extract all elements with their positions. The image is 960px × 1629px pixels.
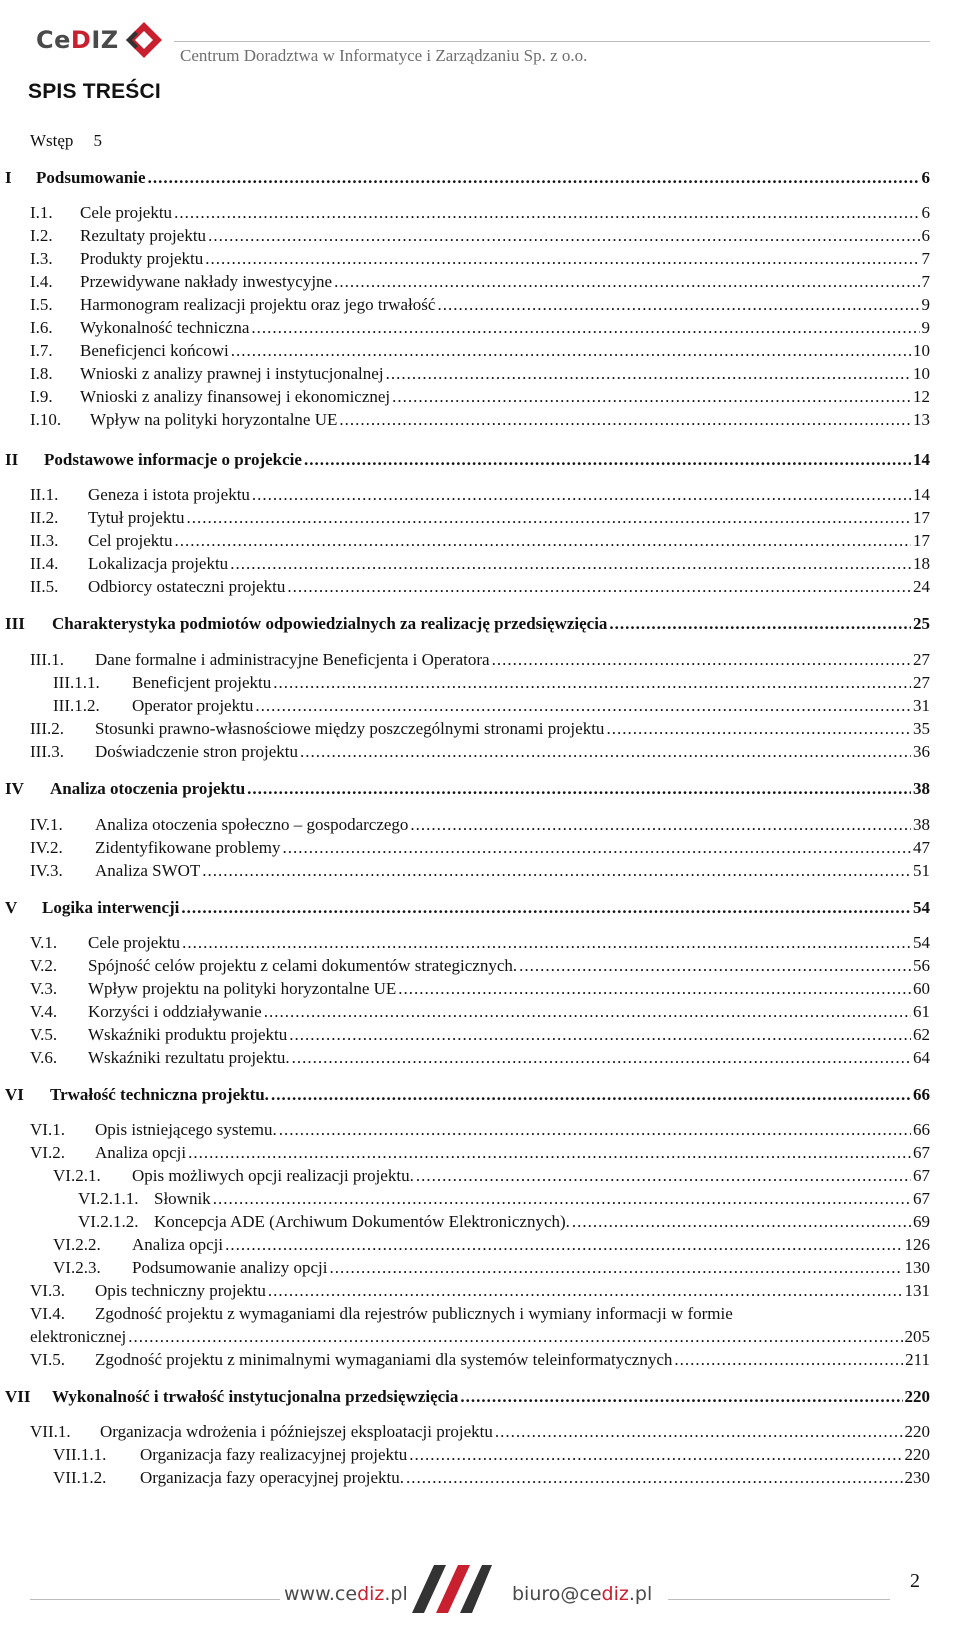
toc-item-number: VI.2.1.1. [78,1189,139,1208]
toc-item-leader-dots [329,1256,902,1280]
toc-item-page: 31 [913,696,930,715]
toc-item-number: I.9. [30,387,53,406]
toc-item-number: VI.2.3. [53,1258,101,1277]
toc-item[interactable] [0,483,960,507]
toc-item-page: 35 [913,719,930,738]
toc-item-title: Zidentyfikowane problemy [95,838,281,857]
company-name: Centrum Doradztwa w Informatyce i Zarządzaniu Sp. z o.o. [180,46,588,65]
toc-item-page: 10 [913,341,930,360]
toc-item-page: 220 [904,1387,930,1406]
toc-item-number: VII.1. [30,1422,71,1441]
toc-chapter[interactable] [0,612,960,636]
toc-item[interactable] [0,740,960,764]
toc-item[interactable] [0,1348,960,1372]
footer-email-part: .pl [628,1583,653,1605]
header-divider [174,41,930,42]
toc-item-number: VII.1.2. [53,1468,107,1487]
toc-item-page: 54 [913,898,930,917]
toc-item-title: Wpływ na polityki horyzontalne UE [90,410,338,429]
toc-item[interactable] [0,1233,960,1257]
toc-item-title: Beneficjent projektu [132,673,272,692]
toc-item-page: 61 [913,1002,930,1021]
toc-item-title: Analiza opcji [95,1143,187,1162]
toc-item-leader-dots [283,836,911,860]
toc-item[interactable] [0,1023,960,1047]
toc-item-page: 25 [913,614,930,633]
toc-item[interactable] [0,270,960,294]
toc-item-page: 66 [913,1085,930,1104]
toc-item-page: 6 [921,226,930,245]
toc-item[interactable] [0,1046,960,1070]
toc-item[interactable] [0,247,960,271]
toc-item-title: Opis istniejącego systemu. [95,1120,277,1139]
toc-item-leader-dots [495,1420,903,1444]
toc-item[interactable] [0,1325,960,1349]
toc-item-leader-dots [213,1187,911,1211]
toc-item[interactable] [0,931,960,955]
toc-chapter[interactable] [0,1385,960,1409]
toc-item-page: 62 [913,1025,930,1044]
toc-intro-label: Wstęp [30,131,74,150]
toc-item-number: VI [5,1085,24,1104]
toc-item[interactable] [0,1420,960,1444]
toc-item-number: VI.3. [30,1281,65,1300]
toc-item-title: Koncepcja ADE (Archiwum Dokumentów Elektronicznych). [154,1212,570,1231]
toc-item-page: 67 [913,1166,930,1185]
toc-item[interactable] [0,408,960,432]
toc-item-title: Charakterystyka podmiotów odpowiedzialnych za realizację przedsięwzięcia [52,614,608,633]
toc-item-number: IV.2. [30,838,63,857]
footer-email-part: biuro@ce [512,1583,602,1605]
toc-item-leader-dots [289,1023,911,1047]
toc-item-page: 12 [913,387,930,406]
toc-item-title: Wykonalność techniczna [80,318,250,337]
toc-item[interactable] [0,293,960,317]
toc-item[interactable] [0,1118,960,1142]
toc-item[interactable] [0,836,960,860]
toc-item-leader-dots [271,1083,911,1107]
toc-item-page: 18 [913,554,930,573]
toc-item-leader-dots [128,1325,902,1349]
toc-item-page: 67 [913,1143,930,1162]
toc-item-number: I.7. [30,341,53,360]
toc-item-number: I.5. [30,295,53,314]
toc-item-page: 36 [913,742,930,761]
toc-item-leader-dots [264,1000,911,1024]
toc-item-page: 131 [904,1281,930,1300]
toc-item-number: I.6. [30,318,53,337]
toc-item-page: 17 [913,508,930,527]
toc-item-leader-dots [279,1118,911,1142]
logo-text-left: Ce [36,26,71,54]
toc-item-number: VI.2. [30,1143,65,1162]
toc-item-number: III [5,614,25,633]
toc-item-number: II.1. [30,485,59,504]
toc-intro-page: 5 [93,131,102,150]
toc-item[interactable] [0,717,960,741]
toc-item-title: Opis możliwych opcji realizacji projektu. [132,1166,414,1185]
toc-item-number: III.1.2. [53,696,100,715]
toc-item-leader-dots [609,612,911,636]
toc-item-title: Organizacja fazy realizacyjnej projektu [140,1445,408,1464]
toc-item-leader-dots [674,1348,903,1372]
toc-item[interactable] [0,575,960,599]
toc-item-leader-dots [230,552,911,576]
toc-item-number: VI.2.1. [53,1166,101,1185]
toc-item-title: Przewidywane nakłady inwestycyjne [80,272,333,291]
toc-item-page: 38 [913,815,930,834]
toc-item-title: Dane formalne i administracyjne Beneficjenta i Operatora [95,650,490,669]
toc-item-page: 220 [904,1422,930,1441]
toc-item-page: 220 [904,1445,930,1464]
toc-item-page: 13 [913,410,930,429]
toc-item[interactable] [0,1000,960,1024]
toc-item-leader-dots [181,896,911,920]
toc-chapter[interactable] [0,1083,960,1107]
toc-item-leader-dots [208,224,919,248]
toc-item-title: Opis techniczny projektu [95,1281,266,1300]
toc-item-leader-dots [174,201,919,225]
page-number: 2 [910,1570,920,1592]
toc-item-number: VI.2.1.2. [78,1212,139,1231]
toc-item[interactable] [0,1210,960,1234]
toc-item-leader-dots [252,483,911,507]
toc-item-title: Stosunki prawno-własnościowe między poszczególnymi stronami projektu [95,719,605,738]
toc-item-leader-dots [398,977,911,1001]
toc-item[interactable] [0,648,960,672]
toc-item[interactable] [0,1256,960,1280]
toc-item-leader-dots [406,1466,903,1490]
toc-chapter[interactable] [0,777,960,801]
toc-item-number: V.4. [30,1002,58,1021]
toc-item-page: 66 [913,1120,930,1139]
toc-item-page: 27 [913,673,930,692]
toc-item-page: 7 [921,249,930,268]
toc-item[interactable] [0,1443,960,1467]
toc-item-title: Wpływ projektu na polityki horyzontalne UE [88,979,397,998]
toc-item-number: I.10. [30,410,62,429]
toc-item-title: Rezultaty projektu [80,226,207,245]
page-title: SPIS TREŚCI [28,80,161,103]
toc-item-page: 17 [913,531,930,550]
toc-item-leader-dots [255,694,911,718]
toc-item-number: I.8. [30,364,53,383]
toc-item[interactable] [0,1302,960,1326]
toc-item-leader-dots [437,293,919,317]
toc-item-leader-dots [492,648,911,672]
toc-item-page: 51 [913,861,930,880]
toc-item-number: VI.1. [30,1120,65,1139]
toc-item-leader-dots [287,575,911,599]
toc-item-number: IV.3. [30,861,63,880]
toc-item-title: Analiza opcji [132,1235,224,1254]
toc-item-leader-dots [416,1164,911,1188]
footer-website[interactable] [284,1583,408,1605]
toc-item-page: 6 [921,203,930,222]
toc-item-title: Doświadczenie stron projektu [95,742,298,761]
toc-item-title: Logika interwencji [42,898,180,917]
toc-item[interactable] [0,1279,960,1303]
toc-item[interactable] [0,977,960,1001]
toc-item-page: 9 [921,295,930,314]
toc-item-page: 10 [913,364,930,383]
toc-item-number: III.3. [30,742,64,761]
page-header [0,0,960,72]
toc-item-leader-dots [148,166,920,190]
cediz-footer-mark-icon [412,1565,492,1613]
toc-item-title: Organizacja wdrożenia i późniejszej eksploatacji projektu [100,1422,493,1441]
toc-item-title: elektronicznej [30,1327,127,1346]
toc-item-leader-dots [519,954,911,978]
toc-item[interactable] [0,316,960,340]
toc-chapter[interactable] [0,896,960,920]
toc-item-title: Korzyści i oddziaływanie [88,1002,262,1021]
toc-item-number: IV.1. [30,815,63,834]
toc-item-leader-dots [334,270,919,294]
toc-item-title: Analiza otoczenia projektu [50,779,246,798]
toc-chapter[interactable] [0,448,960,472]
toc-item-page: 14 [913,485,930,504]
toc-item-page: 67 [913,1189,930,1208]
toc-item-title: Odbiorcy ostateczni projektu [88,577,286,596]
toc-item-page: 205 [904,1327,930,1346]
footer-website-part: www.ce [284,1583,358,1605]
cediz-logo-mark-icon [124,20,164,60]
toc-item-number: V [5,898,18,917]
toc-item-leader-dots [392,385,911,409]
toc-item-title: Lokalizacja projektu [88,554,229,573]
toc-item-number: VII [5,1387,31,1406]
toc-item-leader-dots [225,1233,902,1257]
toc-item-number: IV [5,779,24,798]
footer-website-accent: diz [357,1583,385,1605]
toc-item[interactable] [0,362,960,386]
toc-item-title: Cele projektu [80,203,173,222]
toc-item-leader-dots [606,717,911,741]
toc-item-page: 24 [913,577,930,596]
toc-item[interactable] [0,201,960,225]
toc-item[interactable] [0,813,960,837]
toc-item-number: V.2. [30,956,58,975]
footer-email-accent: diz [601,1583,629,1605]
toc-item-number: II.5. [30,577,59,596]
toc-item[interactable] [0,552,960,576]
toc-item-page: 60 [913,979,930,998]
toc-item[interactable] [0,1466,960,1490]
toc-item-title: Podsumowanie analizy opcji [132,1258,328,1277]
toc-item-title: Wnioski z analizy finansowej i ekonomicznej [80,387,391,406]
toc-item-page: 9 [921,318,930,337]
toc-item-leader-dots [202,859,911,883]
toc-item-leader-dots [251,316,919,340]
toc-item-page: 27 [913,650,930,669]
toc-item-title: Zgodność projektu z minimalnymi wymaganiami dla systemów teleinformatycznych [95,1350,673,1369]
toc-item[interactable] [0,954,960,978]
toc-item-number: VI.2.2. [53,1235,101,1254]
toc-item-number: I.1. [30,203,53,222]
toc-item-title: Spójność celów projektu z celami dokumentów strategicznych. [88,956,518,975]
toc-item-title: Harmonogram realizacji projektu oraz jego trwałość [80,295,436,314]
toc-item-number: III.2. [30,719,64,738]
toc-item-page: 211 [905,1350,930,1369]
toc-item-title: Wskaźniki rezultatu projektu. [88,1048,290,1067]
toc-item-leader-dots [410,813,911,837]
toc-item-title: Operator projektu [132,696,254,715]
toc-item-leader-dots [247,777,911,801]
toc-item-page: 126 [904,1235,930,1254]
toc-item-leader-dots [292,1046,911,1070]
toc-item-leader-dots [460,1385,902,1409]
logo-text-accent: D [70,26,92,54]
logo-text-right: IZ [91,26,119,54]
toc-item-title: Cel projektu [88,531,173,550]
toc-item-page: 56 [913,956,930,975]
toc-item-title: Analiza SWOT [95,861,201,880]
toc-item-number: V.3. [30,979,58,998]
footer-divider-left [30,1599,280,1600]
toc-item-title: Beneficjenci końcowi [80,341,229,360]
toc-item-page: 69 [913,1212,930,1231]
toc-item[interactable] [0,529,960,553]
toc-item-title: Wskaźniki produktu projektu [88,1025,288,1044]
toc-item-leader-dots [187,506,911,530]
footer-divider-right [668,1599,890,1600]
toc-item-leader-dots [188,1141,911,1165]
toc-item[interactable] [0,1141,960,1165]
toc-item-title: Podstawowe informacje o projekcie [44,450,302,469]
toc-item-page: 230 [904,1468,930,1487]
toc-item-page: 6 [921,168,930,187]
toc-item-leader-dots [409,1443,902,1467]
toc-item[interactable] [0,1164,960,1188]
toc-item-number: II.4. [30,554,59,573]
toc-item-page: 14 [913,450,930,469]
toc-item-leader-dots [182,931,911,955]
toc-item-title: Tytuł projektu [88,508,185,527]
toc-item-number: I [5,168,12,187]
toc-intro[interactable] [0,129,960,153]
toc-item-title: Organizacja fazy operacyjnej projektu. [140,1468,404,1487]
footer-email[interactable] [512,1583,652,1605]
toc-item-title: Podsumowanie [36,168,146,187]
toc-item-leader-dots [231,339,911,363]
toc-item-number: III.1.1. [53,673,100,692]
toc-item-title: Słownik [154,1189,211,1208]
toc-item-number: I.3. [30,249,53,268]
toc-item-leader-dots [386,362,911,386]
toc-item[interactable] [0,671,960,695]
toc-item-leader-dots [273,671,911,695]
toc-item-title: Cele projektu [88,933,181,952]
toc-item[interactable] [0,385,960,409]
toc-item[interactable] [0,859,960,883]
toc-item-title: Geneza i istota projektu [88,485,250,504]
toc-item-number: VI.5. [30,1350,65,1369]
toc-item-number: V.6. [30,1048,58,1067]
toc-item[interactable] [0,224,960,248]
toc-item-number: I.4. [30,272,53,291]
cediz-logo [36,26,119,54]
toc-item-page: 38 [913,779,930,798]
footer-website-part: .pl [384,1583,408,1605]
toc-item[interactable] [0,694,960,718]
toc-item-leader-dots [205,247,919,271]
toc-item-title: Analiza otoczenia społeczno – gospodarczego [95,815,409,834]
toc-item-page: 54 [913,933,930,952]
toc-item-number: VII.1.1. [53,1445,107,1464]
toc-item-leader-dots [300,740,911,764]
toc-item-leader-dots [175,529,911,553]
toc-item-leader-dots [268,1279,903,1303]
toc-item-title: Trwałość techniczna projektu. [50,1085,269,1104]
toc-item-leader-dots [572,1210,911,1234]
toc-item-number: II [5,450,19,469]
toc-item-number: VI.4. [30,1304,65,1323]
toc-item-number: V.1. [30,933,58,952]
toc-item-title: Zgodność projektu z wymaganiami dla rejestrów publicznych i wymiany informacji w formie [95,1304,733,1323]
toc-item-title: Produkty projektu [80,249,204,268]
toc-item-page: 64 [913,1048,930,1067]
toc-item-number: II.3. [30,531,59,550]
toc-item-title: Wykonalność i trwałość instytucjonalna przedsięwzięcia [52,1387,459,1406]
toc-item-page: 130 [904,1258,930,1277]
toc-item-number: V.5. [30,1025,58,1044]
toc-item[interactable] [0,339,960,363]
toc-item-title: Wnioski z analizy prawnej i instytucjonalnej [80,364,384,383]
toc-item[interactable] [0,506,960,530]
toc-item-page: 47 [913,838,930,857]
toc-item-leader-dots [339,408,911,432]
toc-item[interactable] [0,1187,960,1211]
toc-item-leader-dots [304,448,911,472]
toc-item-number: II.2. [30,508,59,527]
toc-item-number: I.2. [30,226,53,245]
toc-chapter[interactable] [0,166,960,190]
toc-item-page: 7 [921,272,930,291]
toc-item-number: III.1. [30,650,64,669]
